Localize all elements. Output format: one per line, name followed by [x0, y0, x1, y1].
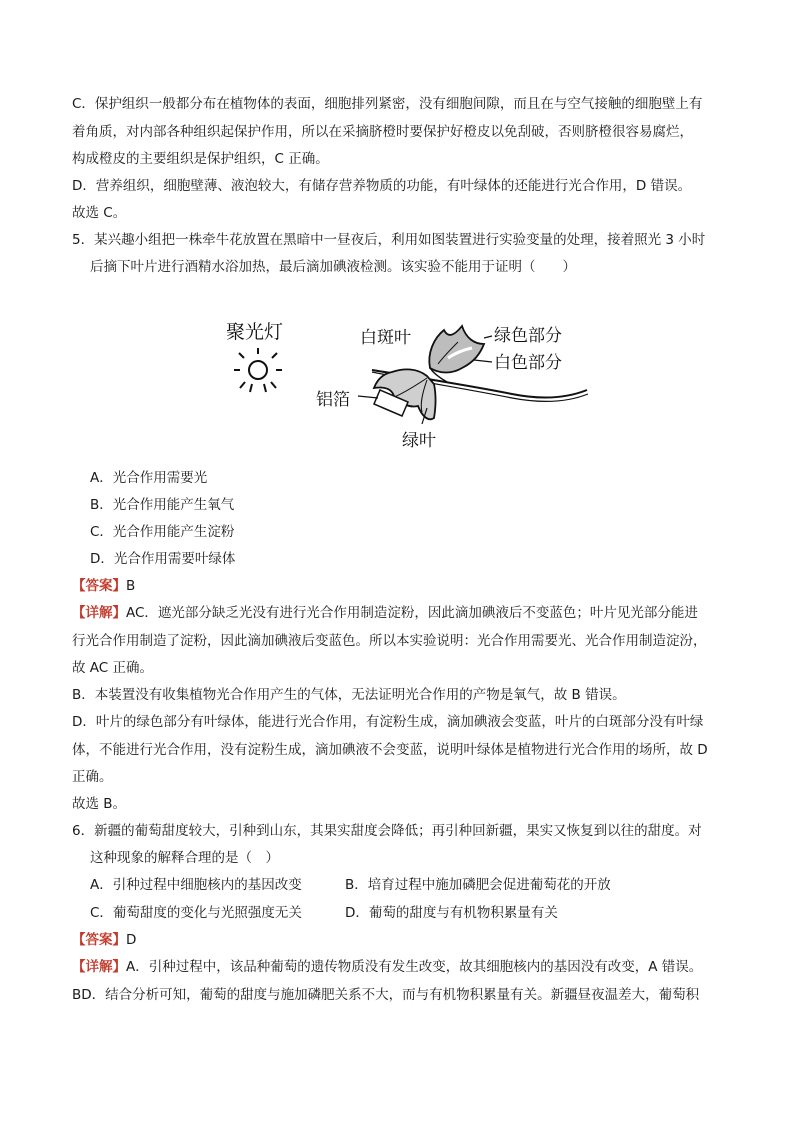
- white-spotted-leaf: [429, 326, 492, 382]
- detail-tag: 【详解】: [72, 959, 126, 975]
- detail-line: 【详解】A．引种过程中，该品种葡萄的遗传物质没有发生改变，故其细胞核内的基因没有改变，A 错误。: [72, 959, 703, 975]
- detail-line: 体，不能进行光合作用，没有淀粉生成，滴加碘液不会变蓝，说明叶绿体是植物进行光合作用的场所，故 D: [72, 742, 708, 758]
- text-line: D．营养组织，细胞壁薄、液泡较大，有储存营养物质的功能，有叶绿体的还能进行光合作用，D 错误。: [72, 178, 692, 194]
- green-leaf-label: 绿叶: [402, 431, 436, 451]
- spotlight-label: 聚光灯: [226, 321, 284, 343]
- detail-line: 故选 B。: [72, 796, 127, 812]
- option-d: D．光合作用需要叶绿体: [90, 551, 236, 567]
- text-line: C．保护组织一般都分布在植物体的表面，细胞排列紧密，没有细胞间隙，而且在与空气接触的细胞壁上有: [72, 96, 703, 112]
- detail-line: 【详解】AC．遮光部分缺乏光没有进行光合作用制造淀粉，因此滴加碘液后不变蓝色；叶片见光部分能进: [72, 605, 698, 621]
- detail-line: 故 AC 正确。: [72, 660, 154, 676]
- green-part-label: 绿色部分: [494, 326, 562, 346]
- detail-line: D．叶片的绿色部分有叶绿体，能进行光合作用，有淀粉生成，滴加碘液会变蓝，叶片的白斑部分没有叶绿: [72, 714, 704, 730]
- answer-tag: 【答案】: [72, 578, 126, 594]
- white-part-label: 白色部分: [494, 353, 562, 373]
- option-b: B．培育过程中施加磷肥会促进葡萄花的开放: [345, 877, 611, 893]
- detail-tag: 【详解】: [72, 605, 126, 621]
- text-line: 构成橙皮的主要组织是保护组织，C 正确。: [72, 151, 329, 167]
- experiment-diagram: [222, 298, 602, 458]
- answer-line: [72, 576, 724, 596]
- option-a: A．光合作用需要光: [90, 470, 208, 486]
- detail-line: B．本装置没有收集植物光合作用产生的气体，无法证明光合作用的产物是氧气，故 B 错误。: [72, 687, 626, 703]
- option-b: B．光合作用能产生氧气: [90, 497, 235, 513]
- detail-line: 行光合作用制造了淀粉，因此滴加碘液后变蓝色。所以本实验说明：光合作用需要光、光合作用制造淀汾，: [72, 633, 707, 649]
- question-5-stem: 后摘下叶片进行酒精水浴加热，最后滴加碘液检测。该实验不能用于证明（ ）: [90, 259, 576, 275]
- answer-line: [72, 930, 724, 950]
- foil-label: 铝箔: [316, 390, 350, 410]
- text-line: 故选 C。: [72, 205, 127, 221]
- option-c: C．光合作用能产生淀粉: [90, 524, 235, 540]
- option-c: C．葡萄甜度的变化与光照强度无关: [90, 905, 302, 921]
- detail-line: 正确。: [72, 769, 113, 785]
- option-a: A．引种过程中细胞核内的基因改变: [90, 877, 302, 893]
- white-spotted-leaf-label: 白斑叶: [360, 328, 411, 348]
- question-5-stem: 5．某兴趣小组把一株牵牛花放置在黑暗中一昼夜后，利用如图装置进行实验变量的处理，接着照光 3 小时: [72, 232, 706, 248]
- answer-value: B: [126, 578, 136, 594]
- question-6-stem: 6．新疆的葡萄甜度较大，引种到山东，其果实甜度会降低；再引种回新疆，果实又恢复到以往的甜度。对: [72, 823, 702, 839]
- option-d: D．葡萄的甜度与有机物积累量有关: [345, 905, 558, 921]
- spotlight-icon: [234, 348, 282, 392]
- text-line: 着角质，对内部各种组织起保护作用，所以在采摘脐橙时要保护好橙皮以免刮破，否则脐橙很容易腐烂，: [72, 124, 693, 140]
- detail-line: BD．结合分析可知，葡萄的甜度与施加磷肥关系不大，而与有机物积累量有关。新疆昼夜温差大，葡萄积: [72, 987, 700, 1003]
- answer-value: D: [126, 932, 137, 948]
- answer-tag: 【答案】: [72, 932, 126, 948]
- question-6-stem: 这种现象的解释合理的是（ ）: [90, 850, 279, 866]
